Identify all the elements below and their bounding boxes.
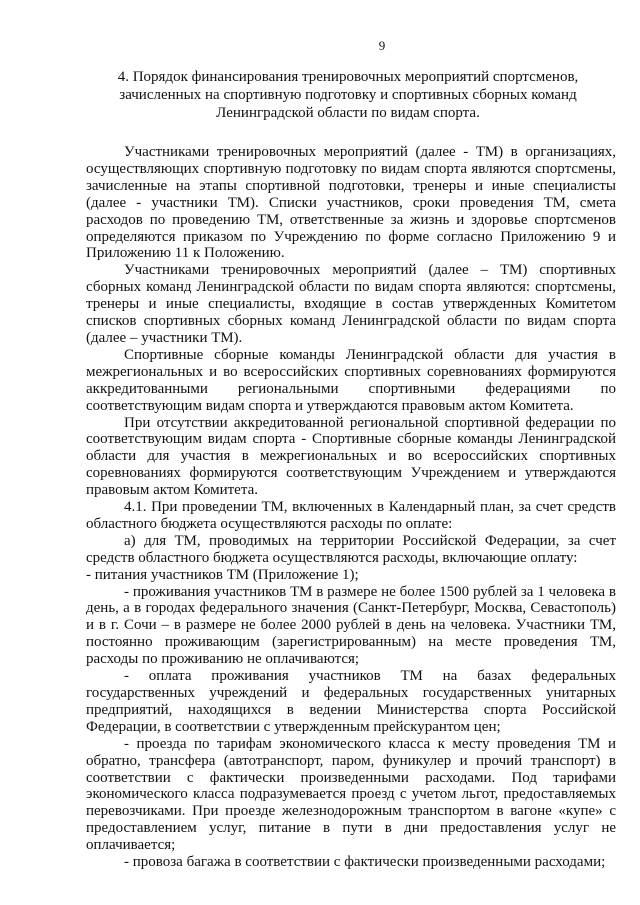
paragraph: Участниками тренировочных мероприятий (далее – ТМ) спортивных сборных команд Ленинградской области по видам спорта являются: спортсмены, тренеры и иные специалисты, входящие в состав утвержденных Комитетом списков спортивных сборных команд Ленинградской области по видам спорта (далее – участники ТМ). [86, 262, 616, 346]
paragraph: - проживания участников ТМ в размере не более 1500 рублей за 1 человека в день, а в городах федерального значения (Санкт-Петербург, Москва, Севастополь) и в г. Сочи – в размере не более 2000 рублей в день на человека. Участники ТМ, постоянно проживающим (зарегистрированным) на месте проведения ТМ, расходы по проживанию не оплачиваются; [86, 583, 616, 668]
paragraph: а) для ТМ, проводимых на территории Российской Федерации, за счет средств областного бюджета осуществляются расходы, включающие оплату: [86, 532, 616, 566]
section-title [86, 68, 610, 122]
section-title-line: 4. Порядок финансирования тренировочных мероприятий спортсменов, [117, 69, 579, 85]
paragraph: - провоза багажа в соответствии с фактически произведенными расходами; [124, 854, 606, 871]
paragraph: 4.1. При проведении ТМ, включенных в Календарный план, за счет средств областного бюджета осуществляются расходы по оплате: [86, 499, 616, 532]
section-title-line: Ленинградской области по видам спорта. [216, 105, 480, 121]
paragraph: - проезда по тарифам экономического класса к месту проведения ТМ и обратно, трансфера (автотранспорт, паром, фуникулер и прочий транспорт) в соответствии с фактически произведенными расходами. Под тарифами экономического класса подразумевается проезд с учетом льгот, предоставляемых перевозчиками. При проезде железнодорожным транспортом в вагоне «купе» с предоставлением услуг, питание в пути в дни предоставления услуг не оплачивается; [86, 735, 616, 854]
paragraph: - питания участников ТМ (Приложение 1); [86, 566, 359, 583]
section-title-line: зачисленных на спортивную подготовку и спортивных сборных команд [119, 87, 577, 103]
paragraph: - оплата проживания участников ТМ на базах федеральных государственных учреждений и федеральных государственных унитарных предприятий, находящихся в ведении Министерства спорта Российской Федерации, в соответствии с утвержденным прейскурантом цен; [86, 668, 616, 735]
paragraph: Участниками тренировочных мероприятий (далее - ТМ) в организациях, осуществляющих спортивную подготовку по видам спорта являются спортсмены, зачисленные на этапы спортивной подготовки, тренеры и иные специалисты (далее - участники ТМ). Списки участников, сроки проведения ТМ, смета расходов по проведению ТМ, ответственные за жизнь и здоровье спортсменов определяются приказом по Учреждению по форме согласно Приложению 9 и Приложению 11 к Положению. [86, 144, 616, 262]
document-body [86, 144, 616, 871]
paragraph: Спортивные сборные команды Ленинградской области для участия в межрегиональных и во всероссийских спортивных соревнованиях формируются аккредитованными региональными спортивными федерациями по соответствующим видам спорта и утверждаются правовым актом Комитета. [86, 346, 616, 414]
page-number: 9 [378, 38, 386, 53]
paragraph: При отсутствии аккредитованной региональной спортивной федерации по соответствующим видам спорта - Спортивные сборные команды Ленинградской области для участия в межрегиональных и во всероссийских спортивных соревнованиях формируются соответствующим Учреждением и утверждаются правовым актом Комитета. [86, 414, 616, 499]
